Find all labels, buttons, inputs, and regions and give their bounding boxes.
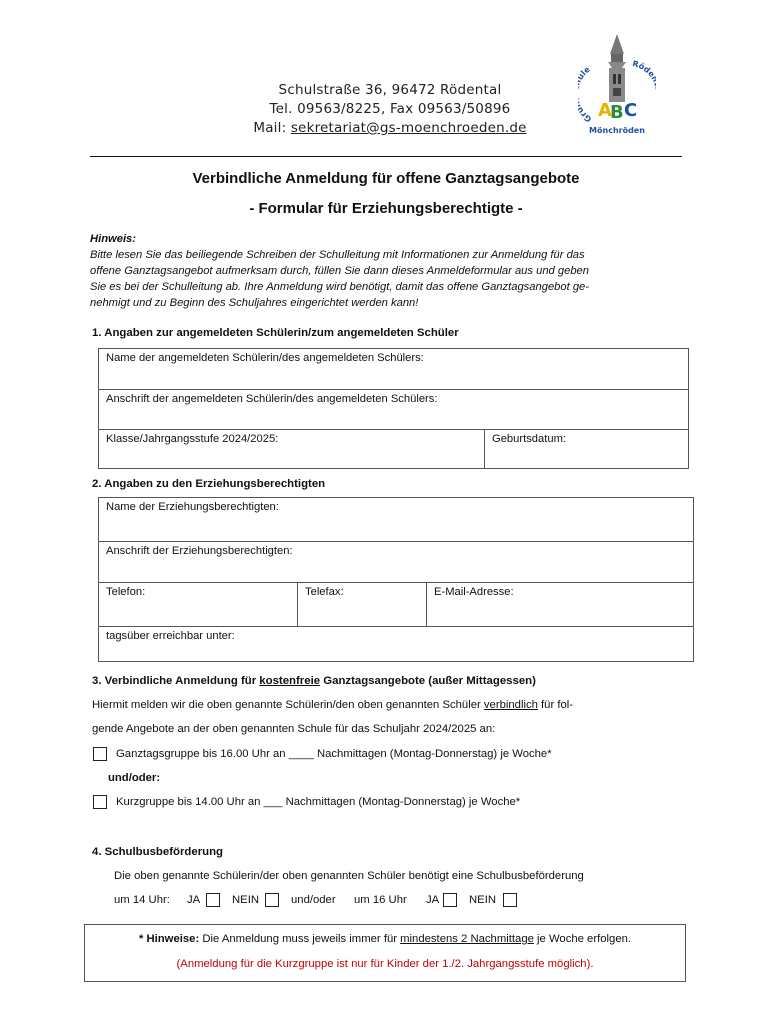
bus-14-nein-checkbox[interactable] (265, 893, 279, 912)
section3-line1-underlined: verbindlich (483, 699, 538, 711)
bus-16-nein-label: NEIN (469, 894, 496, 906)
hint-line: Sie es bei der Schulleitung ab. Ihre Anmeldung wird benötigt, damit das offene Ganztagsangebot ge- (90, 281, 589, 293)
svg-text:B: B (610, 102, 624, 123)
footnote-text-post: je Woche erfolgen. (533, 933, 632, 945)
footnote-box (84, 924, 686, 982)
section3-heading-pre: 3. Verbindliche Anmeldung für (92, 675, 260, 687)
bus-and-or: und/oder (291, 894, 336, 906)
option2-checkbox[interactable] (93, 795, 107, 814)
option2-label: Kurzgruppe bis 14.00 Uhr an ___ Nachmittagen (Montag-Donnerstag) je Woche* (116, 796, 521, 808)
footnote-line1 (85, 933, 685, 945)
option1-checkbox[interactable] (93, 747, 107, 766)
school-mail-line (200, 120, 580, 136)
guardian-name-label: Name der Erziehungsberechtigten: (106, 501, 279, 513)
section4-line1: Die oben genannte Schülerin/der oben genannten Schüler benötigt eine Schulbusbeförderung (114, 870, 584, 882)
phone-field[interactable] (98, 582, 298, 627)
fax-field[interactable] (297, 582, 427, 627)
student-name-field[interactable] (98, 348, 689, 390)
section3-heading (92, 675, 536, 687)
school-logo-graphic (578, 32, 656, 140)
footnote-text-underlined: mindestens 2 Nachmittage (400, 933, 534, 945)
footnote-text-pre: Die Anmeldung muss jeweils immer für (199, 933, 401, 945)
section3-line2: gende Angebote an der oben genannten Schule für das Schuljahr 2024/2025 an: (92, 723, 496, 735)
class-field[interactable] (98, 429, 485, 469)
option-and-or: und/oder: (108, 772, 161, 784)
bus-14-label: um 14 Uhr: (114, 894, 170, 906)
section3-heading-post: Ganztagsangebote (außer Mittagessen) (320, 675, 536, 687)
section4-heading: 4. Schulbusbeförderung (92, 846, 224, 858)
section2-heading: 2. Angaben zu den Erziehungsberechtigten (92, 478, 326, 490)
school-phone: Tel. 09563/8225, Fax 09563/50896 (269, 101, 511, 117)
reachable-field[interactable] (98, 626, 694, 662)
bus-14-ja-label: JA (187, 894, 201, 906)
bus-16-label: um 16 Uhr (354, 894, 407, 906)
footnote-label: * Hinweise: (138, 933, 200, 945)
birthdate-label: Geburtsdatum: (492, 433, 566, 445)
form-title: Verbindliche Anmeldung für offene Ganztagsangebote (192, 170, 580, 187)
student-address-field[interactable] (98, 389, 689, 430)
form-subtitle: - Formular für Erziehungsberechtigte - (249, 200, 523, 217)
svg-text:A: A (598, 100, 612, 121)
option1-label: Ganztagsgruppe bis 16.00 Uhr an ____ Nachmittagen (Montag-Donnerstag) je Woche* (116, 748, 552, 760)
section3-line1 (92, 699, 573, 711)
footnote-red-note: (Anmeldung für die Kurzgruppe ist nur für Kinder der 1./2. Jahrgangsstufe möglich). (176, 958, 594, 970)
bus-16-ja-checkbox[interactable] (443, 893, 457, 912)
hint-line: Bitte lesen Sie das beiliegende Schreiben der Schulleitung mit Informationen zur Anmeldung für das (90, 249, 585, 261)
email-label: E-Mail-Adresse: (434, 586, 514, 598)
section3-heading-underlined: kostenfreie (259, 675, 321, 687)
fax-label: Telefax: (305, 586, 344, 598)
student-name-label: Name der angemeldeten Schülerin/des angemeldeten Schülers: (106, 352, 424, 364)
hint-block (90, 231, 690, 311)
section3-line1-pre: Hiermit melden wir die oben genannte Schülerin/den oben genannten Schüler (92, 699, 484, 711)
bus-16-nein-checkbox[interactable] (503, 893, 517, 912)
section3-line1-post: für fol- (537, 699, 574, 711)
student-address-label: Anschrift der angemeldeten Schülerin/des angemeldeten Schülers: (106, 393, 438, 405)
guardian-address-label: Anschrift der Erziehungsberechtigten: (106, 545, 293, 557)
email-field[interactable] (426, 582, 694, 627)
header-rule (90, 156, 682, 157)
bus-14-ja-checkbox[interactable] (206, 893, 220, 912)
svg-text:Mönchröden: Mönchröden (589, 126, 645, 135)
hint-line: offene Ganztagsangebot aufmerksam durch, füllen Sie dann dieses Anmeldeformular aus und geben (90, 265, 589, 277)
school-logo (578, 32, 656, 140)
mail-link[interactable]: sekretariat@gs-moenchroeden.de (290, 120, 527, 136)
mail-prefix: Mail: (253, 120, 291, 136)
class-label: Klasse/Jahrgangsstufe 2024/2025: (106, 433, 279, 445)
hint-line: nehmigt und zu Beginn des Schuljahres eingerichtet werden kann! (90, 297, 419, 309)
section1-heading: 1. Angaben zur angemeldeten Schülerin/zum angemeldeten Schüler (92, 327, 459, 339)
guardian-address-field[interactable] (98, 541, 694, 583)
guardian-name-field[interactable] (98, 497, 694, 542)
svg-text:C: C (624, 100, 638, 121)
school-address: Schulstraße 36, 96472 Rödental (278, 82, 502, 98)
hint-label: Hinweis: (90, 233, 137, 245)
bus-16-ja-label: JA (426, 894, 440, 906)
birthdate-field[interactable] (484, 429, 689, 469)
svg-text:Grundschule: Gr le (578, 64, 594, 124)
phone-label: Telefon: (106, 586, 146, 598)
bus-14-nein-label: NEIN (232, 894, 259, 906)
svg-text:Rödental: Röde (631, 59, 656, 79)
reachable-label: tagsüber erreichbar unter: (106, 630, 235, 642)
